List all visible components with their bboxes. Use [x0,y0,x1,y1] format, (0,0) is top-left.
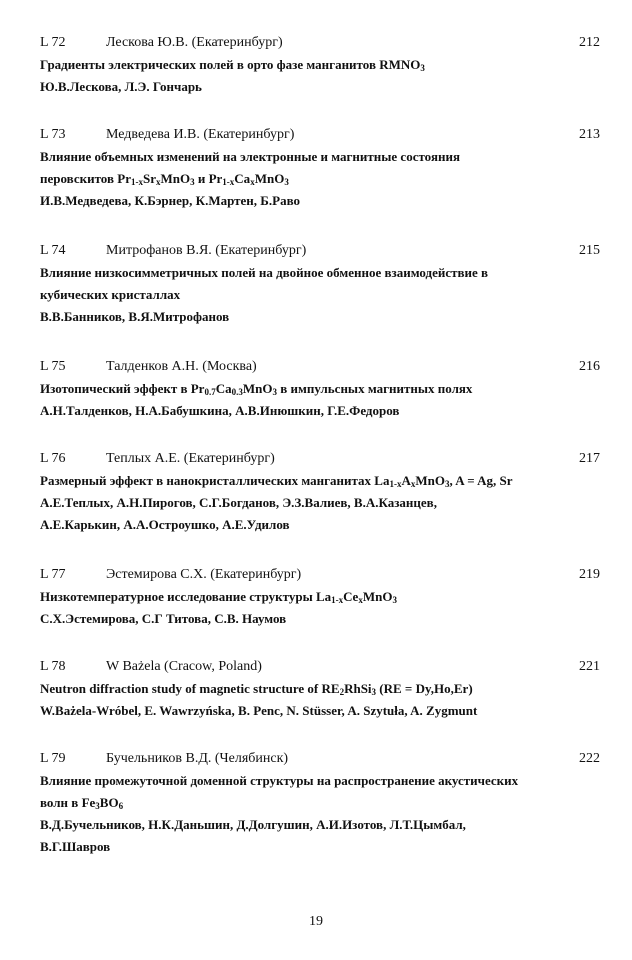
abstract-entry [40,356,600,422]
entry-page-number: 212 [579,35,600,50]
entry-code: L 78 [40,659,66,674]
entry-title-line: Градиенты электрических полей в орто фазе манганитов $RMNO_3$ [40,57,425,73]
entry-authors-line: С.Х.Эстемирова, С.Г Титова, С.В. Наумов [40,611,287,626]
page-number: 19 [309,914,323,929]
entry-speaker: Теплых А.Е. (Екатеринбург) [106,451,275,466]
entry-header [40,240,600,262]
entry-title-line: перовскитов $Pr_{1-x}Sr_xMnO_3$ и $Pr_{1-x}Ca_xMnO_3$ [40,171,289,187]
entry-header [40,564,600,586]
entry-header [40,124,600,146]
entry-speaker: Лескова Ю.В. (Екатеринбург) [106,35,283,50]
entry-page-number: 219 [579,567,600,582]
entry-title-line: Влияние объемных изменений на электронные и магнитные состояния [40,149,460,164]
entry-authors-line: В.Г.Шавров [40,839,111,854]
entry-code: L 76 [40,451,66,466]
entry-code: L 79 [40,751,66,766]
abstract-entry [40,564,600,630]
entry-speaker: Талденков А.Н. (Москва) [106,359,257,374]
entry-speaker: Бучельников В.Д. (Челябинск) [106,751,289,766]
entry-authors-line: А.Е.Теплых, А.Н.Пирогов, С.Г.Богданов, Э.З.Валиев, В.А.Казанцев, [40,495,437,510]
entry-authors-line: В.Д.Бучельников, Н.К.Даньшин, Д.Долгушин, А.И.Изотов, Л.Т.Цымбал, [40,817,466,832]
entry-code: L 77 [40,567,66,582]
entry-page-number: 216 [579,359,600,374]
entry-title-line: Влияние низкосимметричных полей на двойное обменное взаимодействие в [40,265,489,280]
entry-speaker: Эстемирова С.Х. (Екатеринбург) [106,567,302,582]
entry-code: L 74 [40,243,66,258]
entry-authors-line: W.Bażela-Wróbel, E. Wawrzyńska, B. Penc, N. Stüsser, A. Szytuła, A. Zygmunt [40,703,478,718]
entry-header [40,32,600,54]
entry-title-line: Neutron diffraction study of magnetic structure of $RE_2RhSi_3$ (RE = Dy,Ho,Er) [40,681,473,697]
entry-title-line: Влияние промежуточной доменной структуры на распространение акустических [40,773,519,788]
entry-speaker: Медведева И.В. (Екатеринбург) [106,127,295,142]
entry-header [40,656,600,678]
entry-title-line: кубических кристаллах [40,287,181,302]
entry-title-line: Изотопический эффект в $Pr_{0.7}Ca_{0.3}MnO_3$ в импульсных магнитных полях [40,381,473,397]
entry-authors-line: Ю.В.Лескова, Л.Э. Гончарь [40,79,202,94]
abstract-entry [40,448,600,536]
entry-title-line: волн в $Fe_3BO_6$ [40,795,124,811]
abstract-entry [40,656,600,722]
entry-speaker: W Bażela (Cracow, Poland) [106,659,262,674]
abstract-entry [40,240,600,328]
entry-page-number: 221 [579,659,600,674]
entry-speaker: Митрофанов В.Я. (Екатеринбург) [106,243,307,258]
entry-header [40,448,600,470]
abstract-entry [40,124,600,212]
entry-page-number: 213 [579,127,600,142]
entry-page-number: 217 [579,451,600,466]
entry-header [40,748,600,770]
entry-code: L 75 [40,359,66,374]
entry-header [40,356,600,378]
entry-title-line: Низкотемпературное исследование структуры $La_{1-x}Ce_xMnO_3$ [40,589,397,605]
entry-code: L 72 [40,35,66,50]
entry-title-line: Размерный эффект в нанокристаллических манганитах $La_{1-x}A_xMnO_3$, A = Ag, Sr [40,473,513,489]
entry-page-number: 215 [579,243,600,258]
entry-page-number: 222 [579,751,600,766]
entry-authors-line: А.Н.Талденков, Н.А.Бабушкина, А.В.Инюшкин, Г.Е.Федоров [40,403,400,418]
abstract-entry [40,32,600,98]
abstract-entry [40,748,600,858]
entry-authors-line: В.В.Банников, В.Я.Митрофанов [40,309,230,324]
entry-code: L 73 [40,127,66,142]
entry-authors-line: А.Е.Карькин, А.А.Остроушко, А.Е.Удилов [40,517,290,532]
entry-authors-line: И.В.Медведева, К.Бэрнер, К.Мартен, Б.Раво [40,193,301,208]
